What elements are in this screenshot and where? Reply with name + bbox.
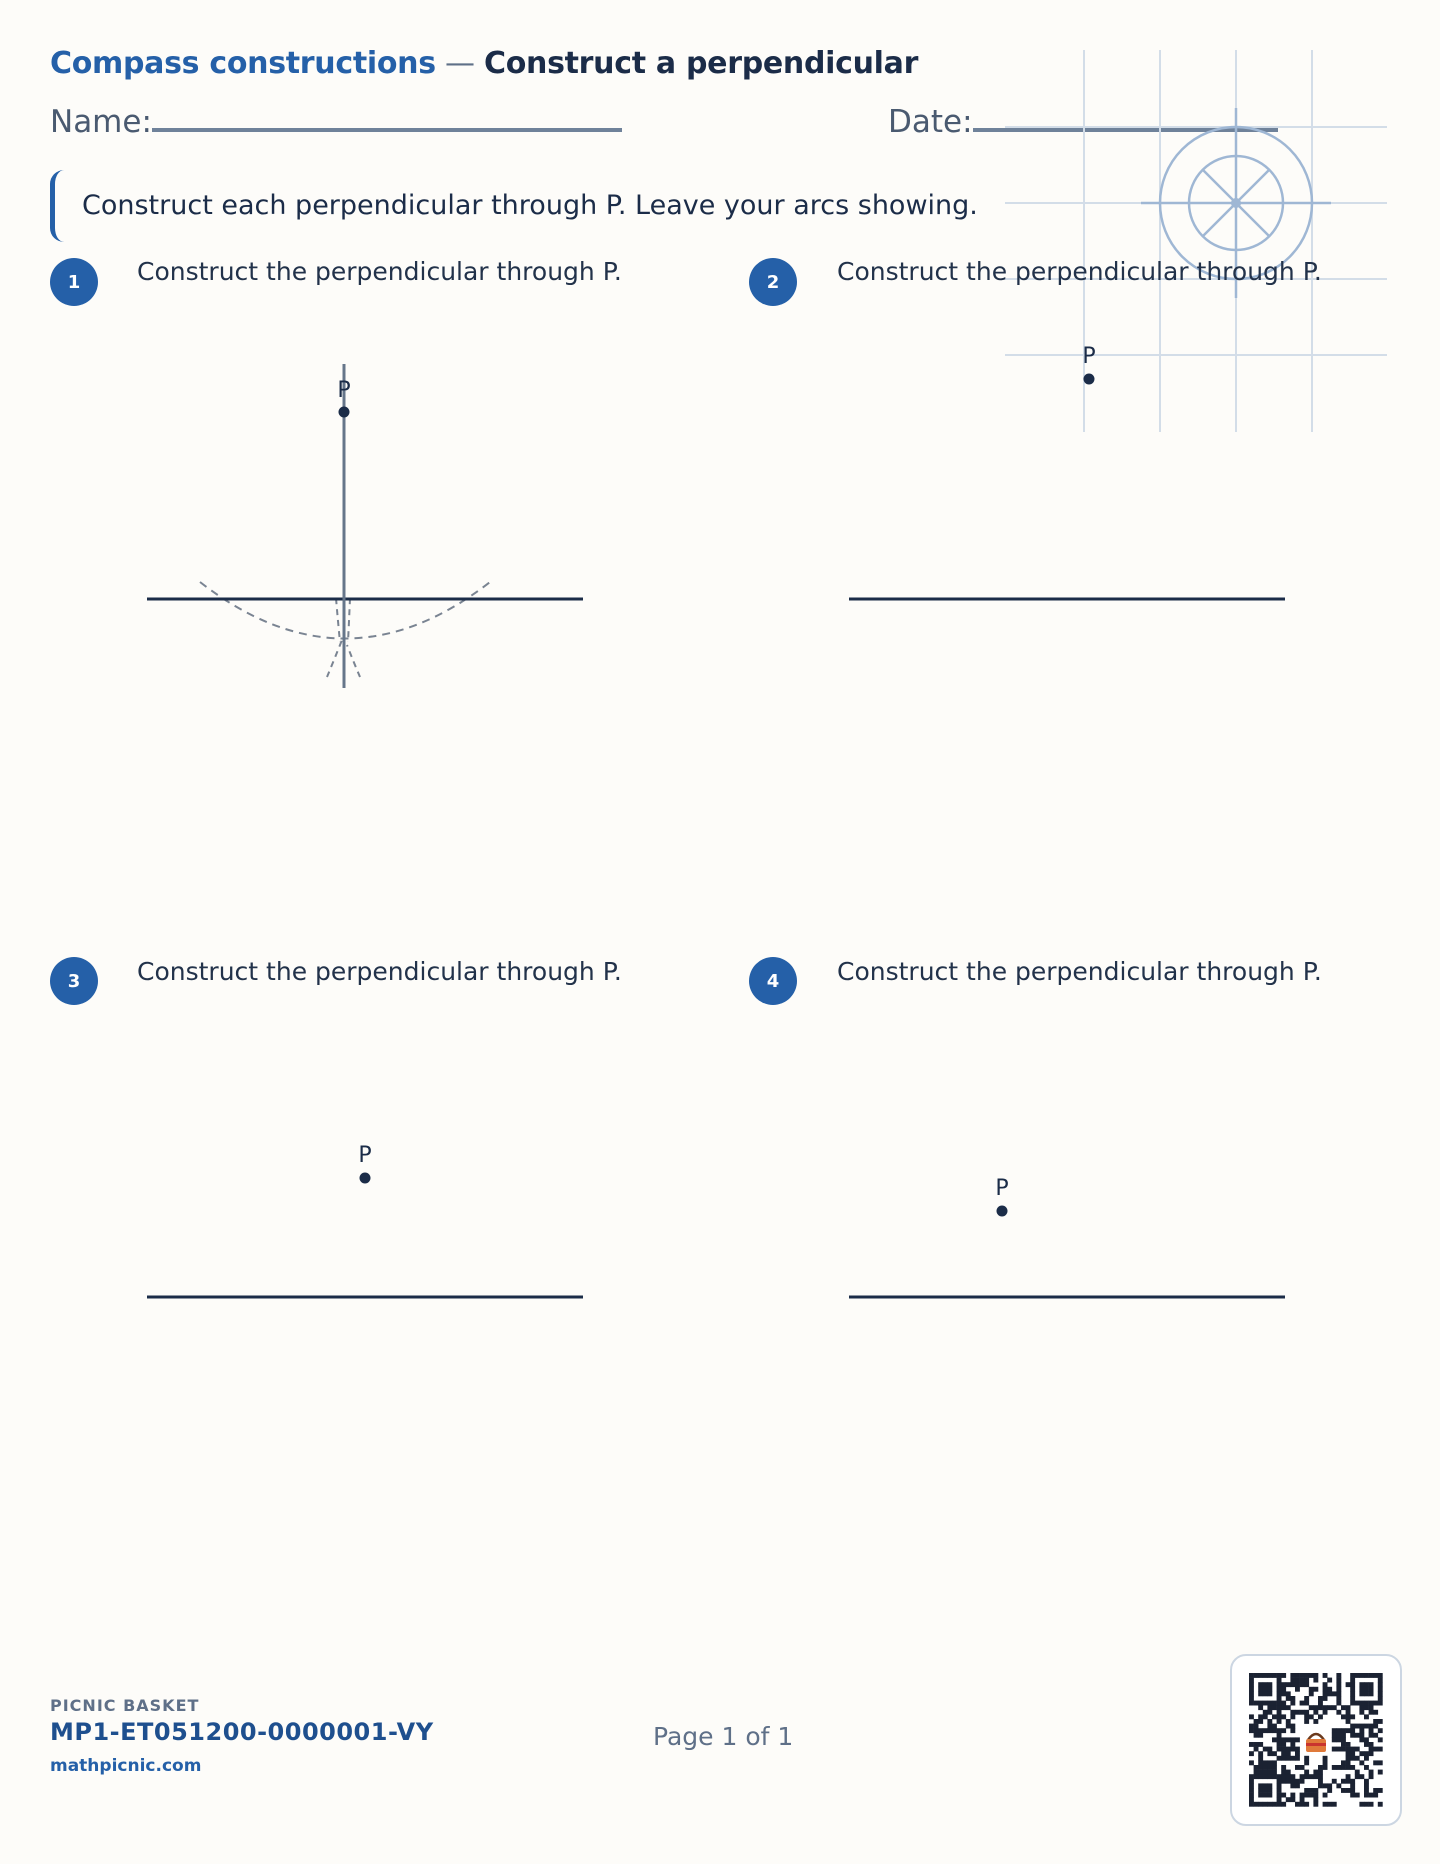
problem-1-prompt: Construct the perpendicular through P.	[137, 257, 622, 286]
problem-3-badge: 3	[50, 957, 98, 1005]
problem-3-figure	[147, 1143, 583, 1297]
problem-3-point	[360, 1173, 371, 1184]
problem-4-point	[997, 1206, 1008, 1217]
instruction-text: Construct each perpendicular through P. Leave your arcs showing.	[82, 190, 978, 221]
title-topic: Compass constructions	[50, 46, 436, 81]
footer-brand: PICNIC BASKET	[50, 1696, 200, 1715]
date-label: Date:	[888, 104, 973, 140]
qr-code-graphic	[1232, 1656, 1400, 1824]
problem-2-badge: 2	[749, 258, 797, 306]
problem-4-badge: 4	[749, 957, 797, 1005]
problem-2-figure	[849, 344, 1285, 599]
problem-4-figure	[849, 1176, 1285, 1297]
footer-site-link[interactable]: mathpicnic.com	[50, 1756, 202, 1776]
problem-3-point-label: P	[358, 1143, 372, 1168]
problem-3-prompt: Construct the perpendicular through P.	[137, 957, 622, 986]
problem-1-point-label: P	[337, 378, 351, 403]
problem-1-figure	[147, 364, 583, 688]
title-separator: —	[435, 46, 484, 81]
problem-1-arc-lower-left	[327, 640, 342, 677]
footer-worksheet-code: MP1-ET051200-0000001-VY	[50, 1718, 434, 1746]
problem-2-prompt: Construct the perpendicular through P.	[837, 257, 1322, 286]
picnic-basket-icon	[1306, 1734, 1326, 1752]
page-number: Page 1 of 1	[653, 1722, 794, 1751]
problem-1-badge: 1	[50, 258, 98, 306]
problem-1-arc-right	[348, 598, 350, 642]
problem-4-point-label: P	[995, 1176, 1009, 1201]
title-task: Construct a perpendicular	[483, 46, 919, 81]
problem-1-arc-lower-right	[347, 645, 360, 677]
problem-2-point-label: P	[1082, 344, 1096, 369]
name-label: Name:	[50, 104, 152, 140]
problem-1-arc-left	[336, 598, 340, 642]
problem-4-prompt: Construct the perpendicular through P.	[837, 957, 1322, 986]
qr-code-icon[interactable]	[1230, 1654, 1402, 1826]
problem-1-point	[339, 407, 350, 418]
problem-2-point	[1084, 374, 1095, 385]
